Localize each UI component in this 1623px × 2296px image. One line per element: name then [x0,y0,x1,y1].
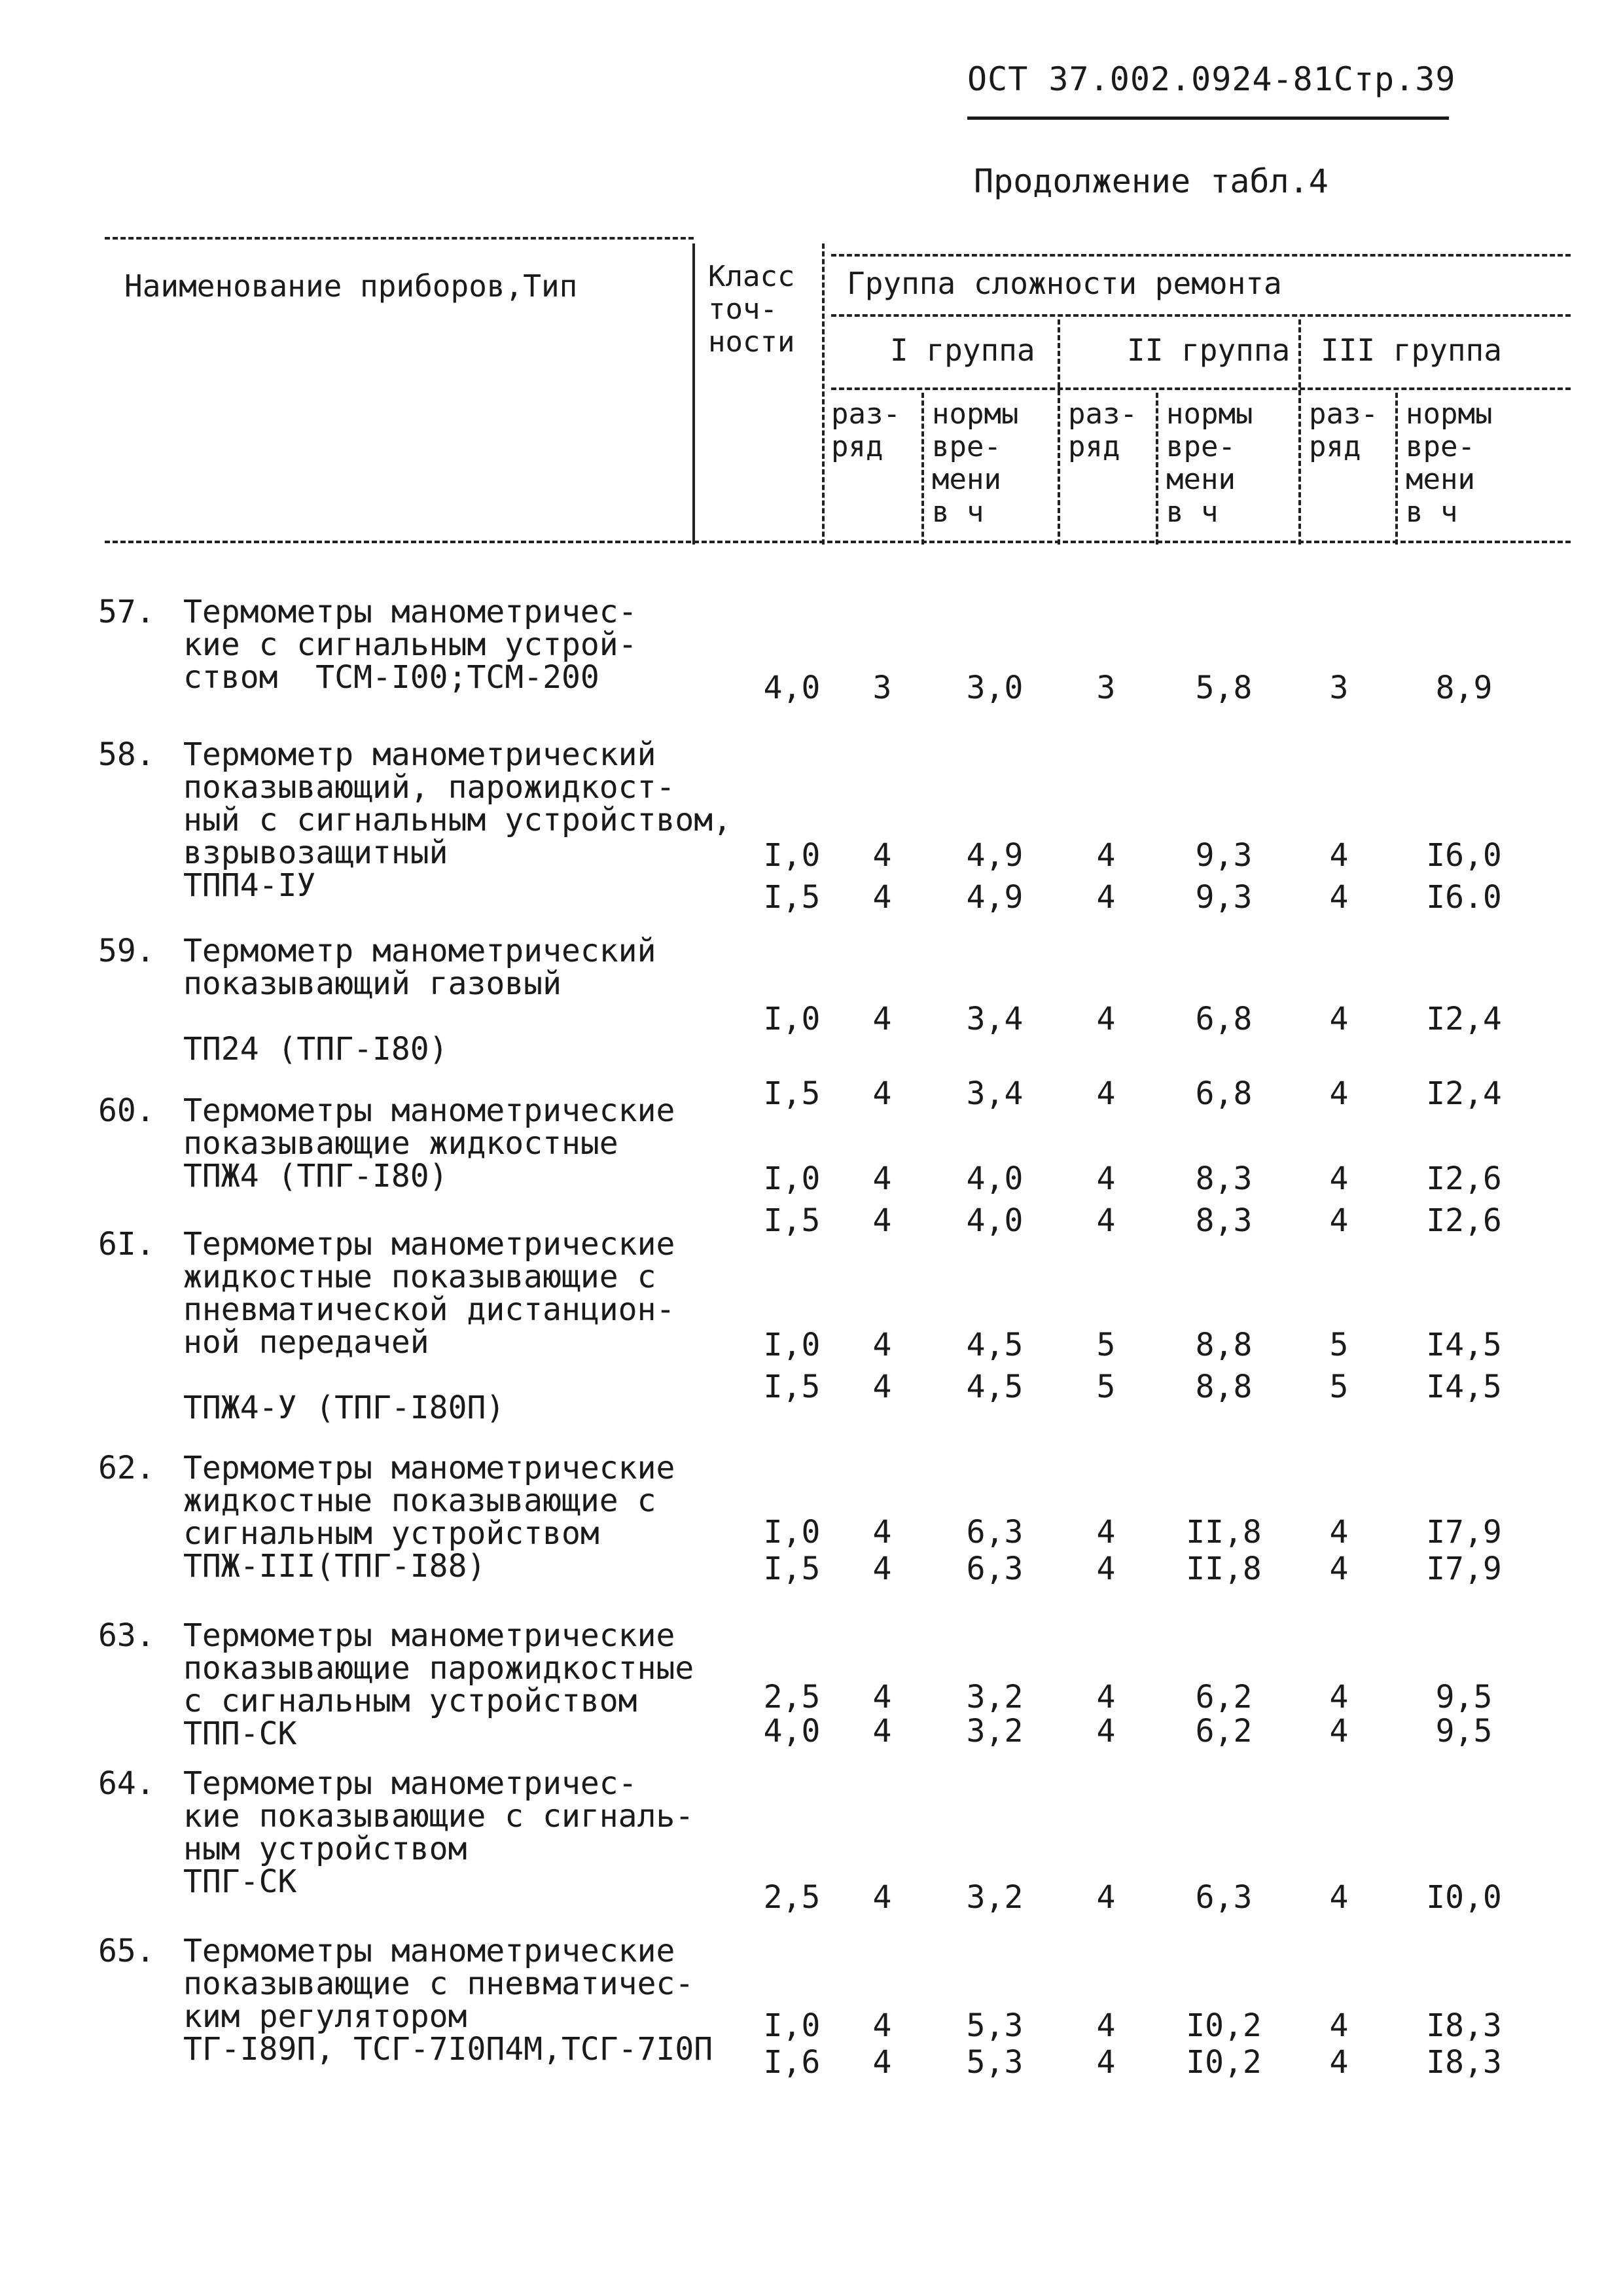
row-number: 58. [98,736,155,773]
cell-n1: 4,5 [966,1327,1024,1363]
cell-r2: 4 [1096,1879,1116,1916]
cell-cls: I,5 [763,879,821,916]
cell-r1: 4 [872,1075,892,1112]
cell-r2: 4 [1096,1514,1116,1551]
cell-r1: 4 [872,1713,892,1749]
instrument-name: Термометры манометричес- кие с сигнальным устрой- ством ТСМ-I00;ТСМ-200 [183,594,637,696]
group-rule [831,314,1571,317]
cell-r1: 4 [872,1551,892,1587]
instrument-name: Термометры манометрические жидкостные показывающие с пневматической дистанцион- ной передачей ТПЖ4-У (ТПГ-I80П) [183,1226,675,1426]
header-bottom-rule [105,541,1571,543]
cell-cls: I,5 [763,1551,821,1587]
cell-r3: 4 [1329,1001,1349,1037]
cell-r3: 3 [1329,670,1349,706]
cell-n1: 6,3 [966,1514,1024,1551]
name-col-divider [692,243,695,545]
row-number: 57. [98,594,155,630]
cell-cls: 4,0 [763,670,821,706]
cell-r1: 4 [872,1369,892,1405]
cell-r1: 4 [872,1514,892,1551]
cell-r2: 4 [1096,879,1116,916]
cell-r2: 4 [1096,1713,1116,1749]
cell-n2: 9,3 [1195,837,1253,874]
cell-r1: 4 [872,2044,892,2081]
cell-n1: 3,2 [966,1679,1024,1715]
cell-r2: 4 [1096,1075,1116,1112]
cell-n2: I0,2 [1186,2044,1262,2081]
header-top-rule-left [105,237,694,240]
cell-r2: 4 [1096,837,1116,874]
class-col-divider [822,243,825,545]
col-group-header: Группа сложности ремонта [847,266,1282,301]
cell-n2: 8,8 [1195,1327,1253,1363]
cell-r3: 5 [1329,1327,1349,1363]
cell-r1: 4 [872,837,892,874]
instrument-name: Термометры манометрические показывающие парожидкостные с сигнальным устройством ТПП-СК [183,1617,694,1752]
cell-r3: 4 [1329,1514,1349,1551]
group2-norm-header: нормы вре- мени в ч [1166,397,1253,529]
cell-cls: I,6 [763,2044,821,2081]
group2-rank-header: раз- ряд [1068,397,1137,463]
cell-r3: 5 [1329,1369,1349,1405]
cell-n2: 6,8 [1195,1001,1253,1037]
cell-r3: 4 [1329,1075,1349,1112]
cell-cls: I,0 [763,1001,821,1037]
cell-r3: 4 [1329,2007,1349,2044]
group3-rank-header: раз- ряд [1309,397,1378,463]
cell-cls: 2,5 [763,1679,821,1715]
cell-n1: 5,3 [966,2044,1024,2081]
cell-n3: I6,0 [1426,837,1502,874]
cell-n2: II,8 [1186,1514,1262,1551]
row-number: 62. [98,1450,155,1486]
cell-n2: II,8 [1186,1551,1262,1587]
cell-n1: 3,2 [966,1713,1024,1749]
subgroup-rule [831,387,1571,390]
cell-r1: 4 [872,1160,892,1197]
cell-r1: 4 [872,2007,892,2044]
cell-cls: I,0 [763,837,821,874]
cell-r1: 3 [872,670,892,706]
cell-r3: 4 [1329,1679,1349,1715]
cell-n1: 3,2 [966,1879,1024,1916]
cell-r3: 4 [1329,1551,1349,1587]
cell-r2: 4 [1096,1202,1116,1239]
cell-r1: 4 [872,879,892,916]
cell-n3: I0,0 [1426,1879,1502,1916]
group3-norm-header: нормы вре- мени в ч [1406,397,1493,529]
cell-n3: I8,3 [1426,2007,1502,2044]
cell-n1: 4,0 [966,1202,1024,1239]
row-number: 6I. [98,1226,155,1263]
group1-divider [1058,319,1060,545]
cell-cls: I,5 [763,1202,821,1239]
table-continuation-caption: Продолжение табл.4 [974,162,1329,200]
cell-n1: 3,4 [966,1001,1024,1037]
cell-r1: 4 [872,1327,892,1363]
cell-r1: 4 [872,1202,892,1239]
cell-r2: 4 [1096,1679,1116,1715]
group3-sub-divider [1395,393,1398,545]
cell-n3: 9,5 [1435,1679,1493,1715]
col-class-header: Класс точ- ности [708,260,795,359]
row-number: 59. [98,933,155,969]
cell-n2: 5,8 [1195,670,1253,706]
cell-n2: 6,8 [1195,1075,1253,1112]
row-number: 64. [98,1765,155,1802]
cell-r3: 4 [1329,837,1349,874]
cell-r2: 4 [1096,2044,1116,2081]
group1-norm-header: нормы вре- мени в ч [932,397,1019,529]
cell-n3: 9,5 [1435,1713,1493,1749]
instrument-name: Термометры манометрические показывающие с пневматичес- ким регулятором ТГ-I89П, ТСГ-7I0П4М,ТСГ-7I0П [183,1933,713,2068]
group1-rank-header: раз- ряд [831,397,901,463]
cell-n2: 8,8 [1195,1369,1253,1405]
cell-r2: 5 [1096,1327,1116,1363]
cell-n1: 5,3 [966,2007,1024,2044]
cell-cls: I,5 [763,1075,821,1112]
cell-n3: I2,6 [1426,1160,1502,1197]
document-code: ОСТ 37.002.0924-81Стр.39 [967,60,1456,98]
cell-n2: 9,3 [1195,879,1253,916]
cell-cls: 2,5 [763,1879,821,1916]
cell-r3: 4 [1329,1202,1349,1239]
cell-cls: I,0 [763,2007,821,2044]
cell-n2: 8,3 [1195,1202,1253,1239]
instrument-name: Термометры манометричес- кие показывающие с сигналь- ным устройством ТПГ-СК [183,1765,694,1900]
cell-r3: 4 [1329,1713,1349,1749]
cell-r1: 4 [872,1679,892,1715]
instrument-name: Термометр манометрический показывающий газовый ТП24 (ТПГ-I80) [183,933,656,1067]
cell-n1: 4,5 [966,1369,1024,1405]
cell-n1: 4,9 [966,879,1024,916]
cell-r3: 4 [1329,1160,1349,1197]
group1-header: I группа [890,332,1035,368]
cell-cls: I,5 [763,1369,821,1405]
cell-n2: 6,3 [1195,1879,1253,1916]
cell-n2: 8,3 [1195,1160,1253,1197]
col-name-header: Наименование приборов,Тип [124,268,578,304]
cell-n2: 6,2 [1195,1679,1253,1715]
instrument-name: Термометр манометрический показывающий, парожидкост- ный с сигнальным устройством, взрывозащитный ТПП4-IУ [183,736,732,904]
row-number: 65. [98,1933,155,1969]
cell-cls: I,0 [763,1327,821,1363]
cell-n2: 6,2 [1195,1713,1253,1749]
cell-n2: I0,2 [1186,2007,1262,2044]
group1-sub-divider [921,393,924,545]
instrument-name: Термометры манометрические показывающие жидкостные ТПЖ4 (ТПГ-I80) [183,1092,675,1194]
cell-r2: 3 [1096,670,1116,706]
cell-r2: 4 [1096,1160,1116,1197]
cell-n3: I4,5 [1426,1327,1502,1363]
cell-r1: 4 [872,1001,892,1037]
cell-n3: 8,9 [1435,670,1493,706]
cell-n3: I2,4 [1426,1001,1502,1037]
cell-cls: I,0 [763,1514,821,1551]
group2-header: II группа [1127,332,1291,368]
cell-r2: 4 [1096,1001,1116,1037]
cell-n1: 4,9 [966,837,1024,874]
row-number: 63. [98,1617,155,1654]
cell-n1: 4,0 [966,1160,1024,1197]
cell-n3: I2,4 [1426,1075,1502,1112]
cell-r2: 4 [1096,1551,1116,1587]
cell-r2: 5 [1096,1369,1116,1405]
group2-sub-divider [1156,393,1158,545]
cell-n3: I2,6 [1426,1202,1502,1239]
group3-header: III группа [1321,332,1502,368]
header-top-rule-right [831,254,1571,257]
cell-n3: I7,9 [1426,1551,1502,1587]
cell-n1: 3,4 [966,1075,1024,1112]
cell-r3: 4 [1329,879,1349,916]
cell-r1: 4 [872,1879,892,1916]
header-underline [967,117,1449,120]
cell-r3: 4 [1329,1879,1349,1916]
cell-r2: 4 [1096,2007,1116,2044]
cell-n1: 6,3 [966,1551,1024,1587]
cell-r3: 4 [1329,2044,1349,2081]
cell-n1: 3,0 [966,670,1024,706]
instrument-name: Термометры манометрические жидкостные показывающие с сигнальным устройством ТПЖ-III(ТПГ-I88) [183,1450,675,1585]
cell-n3: I4,5 [1426,1369,1502,1405]
cell-n3: I8,3 [1426,2044,1502,2081]
group2-divider [1298,319,1301,545]
row-number: 60. [98,1092,155,1129]
cell-n3: I7,9 [1426,1514,1502,1551]
cell-n3: I6.0 [1426,879,1502,916]
cell-cls: I,0 [763,1160,821,1197]
cell-cls: 4,0 [763,1713,821,1749]
